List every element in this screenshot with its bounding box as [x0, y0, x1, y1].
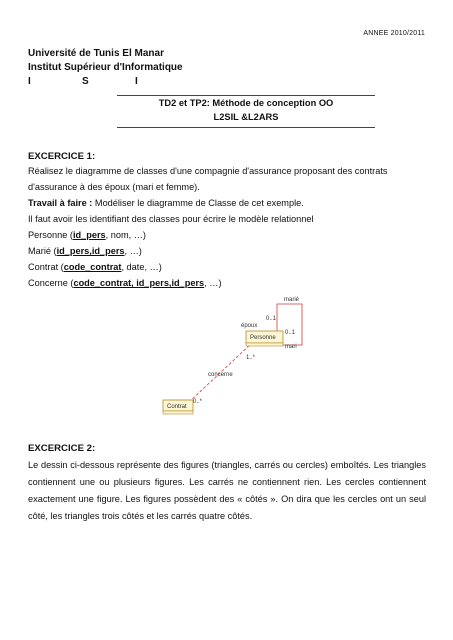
course-groups: L2SIL &L2ARS	[213, 112, 279, 122]
exercise-1-intro-line-2: d'assurance à des époux (mari et femme).	[28, 182, 200, 192]
class-line-marie	[28, 244, 142, 258]
exercise-1-note: Il faut avoir les identifiant des classes pour écrire le modèle relationnel	[28, 214, 314, 224]
class-key: id_pers,id_pers	[56, 246, 125, 256]
class-key: code_contrat, id_pers,id_pers	[73, 278, 205, 288]
class-personne	[246, 331, 283, 346]
initial-1: I	[28, 76, 31, 87]
class-name: Concerne (	[28, 278, 74, 288]
mult-1-n: 1..*	[246, 355, 256, 361]
class-line-concerne	[28, 276, 222, 290]
concerne-label: concerne	[208, 372, 233, 378]
role-mari-label: mari	[285, 344, 297, 350]
task-text: Modéliser le diagramme de Classe de cet exemple.	[92, 198, 304, 208]
top-rule	[117, 95, 375, 96]
class-attrs: , date, …)	[121, 262, 162, 272]
class-contrat-label: Contrat	[167, 404, 187, 410]
university-name: Université de Tunis El Manar	[28, 48, 164, 59]
class-key: id_pers	[72, 230, 106, 240]
bottom-rule	[117, 127, 375, 128]
mult-0-1-top: 0..1	[266, 316, 277, 322]
uml-class-diagram	[150, 290, 320, 430]
mult-0-n: 0..*	[193, 399, 203, 405]
exercise-1-task	[28, 196, 304, 210]
academic-year: ANNEE 2010/2011	[363, 30, 425, 37]
exercise-2-text: Le dessin ci-dessous représente des figures (triangles, carrés ou cercles) emboîtés. Les triangles contiennent une ou plusieurs figures. Les carrés ne contiennent rien. Les cercles contiennent exactement une figure. Les figures possèdent des « côtés ». On dira que les cercles ont un seul côté, les triangles trois côtés et les carrés quatre côtés.	[28, 460, 426, 521]
marie-label: marié	[284, 297, 300, 303]
class-personne-label: Personne	[250, 335, 276, 341]
class-line-personne	[28, 228, 146, 242]
class-name: Personne (	[28, 230, 73, 240]
class-name: Marié (	[28, 246, 57, 256]
exercise-1-intro-line-1: Réalisez le diagramme de classes d'une compagnie d'assurance proposant des contrats	[28, 166, 388, 176]
class-attrs: , …)	[124, 246, 142, 256]
class-line-contrat	[28, 260, 162, 274]
class-attrs: , …)	[204, 278, 222, 288]
role-epoux-label: époux	[241, 323, 258, 329]
institute-name: Institut Supérieur d'Informatique	[28, 62, 183, 73]
mult-0-1-right: 0..1	[285, 330, 296, 336]
class-key: code_contrat	[63, 262, 122, 272]
task-label: Travail à faire :	[28, 198, 93, 208]
initial-3: I	[135, 76, 138, 87]
exercise-2-heading: EXCERCICE 2:	[28, 443, 96, 454]
class-contrat	[163, 400, 193, 414]
initial-2: S	[82, 76, 89, 87]
exercise-1-heading: EXCERCICE 1:	[28, 151, 96, 162]
class-attrs: , nom, …)	[105, 230, 146, 240]
class-name: Contrat (	[28, 262, 64, 272]
course-title: TD2 et TP2: Méthode de conception OO	[158, 98, 334, 108]
